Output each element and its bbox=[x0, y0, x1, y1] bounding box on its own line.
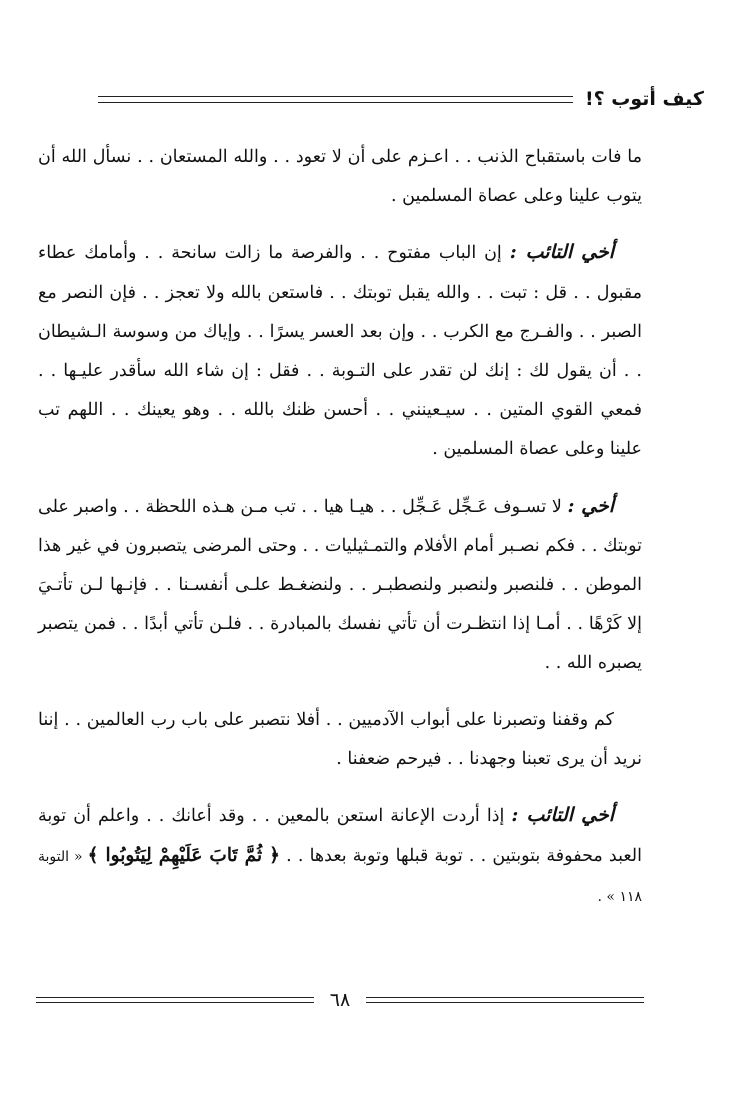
page-footer bbox=[36, 985, 644, 1015]
running-header bbox=[98, 86, 704, 112]
paragraph-text: ما فات باستقباح الذنب . . اعـزم على أن لا تعود . . والله المستعان . . نسأل الله أن يتوب علينا وعلى عصاة المسلمين . bbox=[38, 147, 642, 207]
paragraph bbox=[38, 138, 642, 216]
footer-rule-left bbox=[36, 997, 314, 1003]
paragraph bbox=[38, 701, 642, 779]
paragraph bbox=[38, 233, 642, 469]
paragraph-text: كم وقفنا وتصبرنا على أبواب الآدميين . . أفلا نتصبر على باب رب العالمين . . إننا نريد أن يرى تعبنا وجهدنا . . فيرحم ضعفنا . bbox=[38, 709, 642, 769]
footer-rule-right bbox=[366, 997, 644, 1003]
paragraph-text: إذا أردت الإعانة استعن بالمعين . . وقد أعانك . . واعلم أن توبة العبد محفوفة بتوبتين . . توبة قبلها وتوبة بعدها . . bbox=[38, 806, 642, 867]
page-number: ٦٨ bbox=[329, 989, 351, 1011]
header-title: كيف أتوب ؟! bbox=[584, 88, 704, 110]
paragraph-text: لا تسـوف عَـجِّل عَـجِّل . . هيـا هيا . . تب مـن هـذه اللحظة . . واصبر على توبتك . . فكم نصـبر أمام الأفلام والتمـثيليات . . وحتى المرضى يتصبرون في غير هذا الموطن . . فلنصبر ولنصبر ولنصطبـر . . ولنضغـط علـى أنفسـنا . . فإنـها لـن تأتـيَ إلا كَرْهًا . . أمـا إذا انتظـرت أن تأتي نفسك بالمبادرة . . فلـن تأتي أبدًا . . فمن يتصبر يصبره الله . . bbox=[38, 496, 642, 674]
paragraph-lead: أخي : bbox=[567, 494, 614, 517]
paragraph bbox=[38, 487, 642, 684]
paragraph bbox=[38, 796, 642, 918]
verse-reference: « التوبة ١١٨ » . bbox=[38, 849, 642, 906]
paragraph-lead: أخي التائب : bbox=[509, 241, 614, 264]
quran-verse: ﴿ ثُمَّ تَابَ عَلَيْهِمْ لِيَتُوبُوا ﴾ bbox=[87, 845, 280, 867]
header-rule bbox=[98, 96, 573, 103]
paragraph-lead: أخي التائب : bbox=[511, 804, 615, 827]
body-text bbox=[38, 138, 642, 935]
paragraph-text: إن الباب مفتوح . . والفرصة ما زالت سانحة . . وأمامك عطاء مقبول . . قل : تبت . . والله يقبل توبتك . . فاستعن بالله ولا تعجز . . فإن النصر مع الصبر . . والفـرج مع الكرب . . وإن بعد العسر يسرًا . . وإياك من وسوسة الـشيطان . . أن يقول لك : إنك لن تقدر على التـوبة . . فقل : إن شاء الله سأقدر عليـها . . فمعي القوي المتين . . سيـعينني . . أحسن ظنك بالله . . وهو يعينك . . اللهم تب علينا وعلى عصاة المسلمين . bbox=[38, 243, 642, 460]
